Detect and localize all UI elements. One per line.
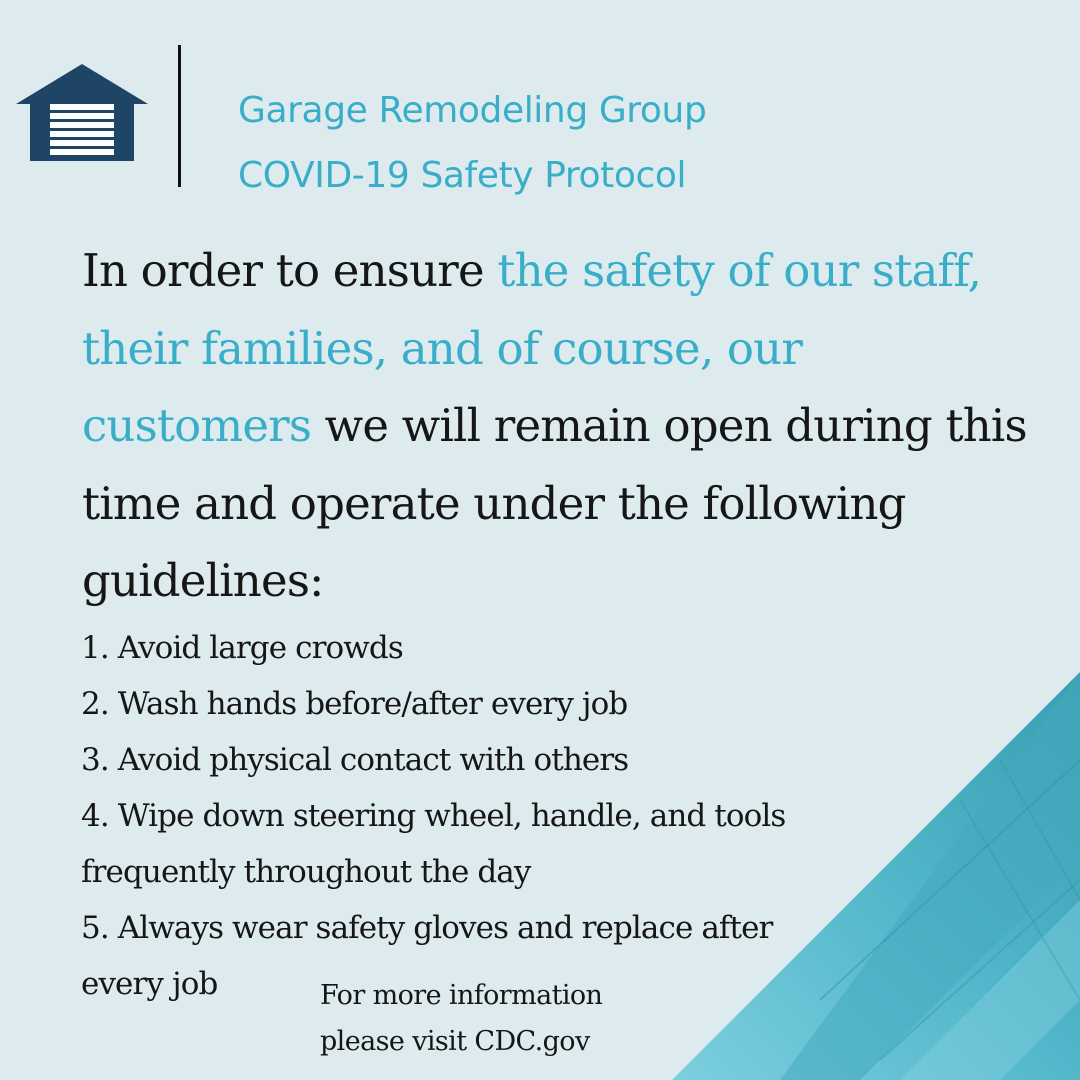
- protocol-title: COVID-19 Safety Protocol: [238, 155, 687, 196]
- intro-highlight: the safety of our staff, their families, and of course, our customers: [82, 244, 982, 452]
- guideline-item: 2. Wash hands before/after every job: [81, 686, 628, 722]
- more-info-note: [320, 973, 602, 1065]
- company-name: Garage Remodeling Group: [238, 90, 707, 131]
- cdc-link-text: please visit CDC.gov: [320, 1026, 590, 1057]
- intro-rest: we will remain open during this time and operate under the following guidelines:: [82, 399, 1027, 607]
- intro-paragraph: [82, 232, 1042, 620]
- guideline-item: 5. Always wear safety gloves and replace after every job: [81, 910, 773, 1002]
- guideline-item: 1. Avoid large crowds: [81, 630, 403, 666]
- more-info-line: For more information: [320, 980, 603, 1011]
- guideline-item: 4. Wipe down steering wheel, handle, and tools frequently throughout the day: [81, 798, 786, 890]
- guidelines-list: [81, 620, 841, 1012]
- intro-lead: In order to ensure: [82, 244, 498, 297]
- brand-block: [238, 78, 706, 208]
- header-divider: [178, 45, 181, 187]
- garage-icon: [14, 62, 150, 162]
- guideline-item: 3. Avoid physical contact with others: [81, 742, 629, 778]
